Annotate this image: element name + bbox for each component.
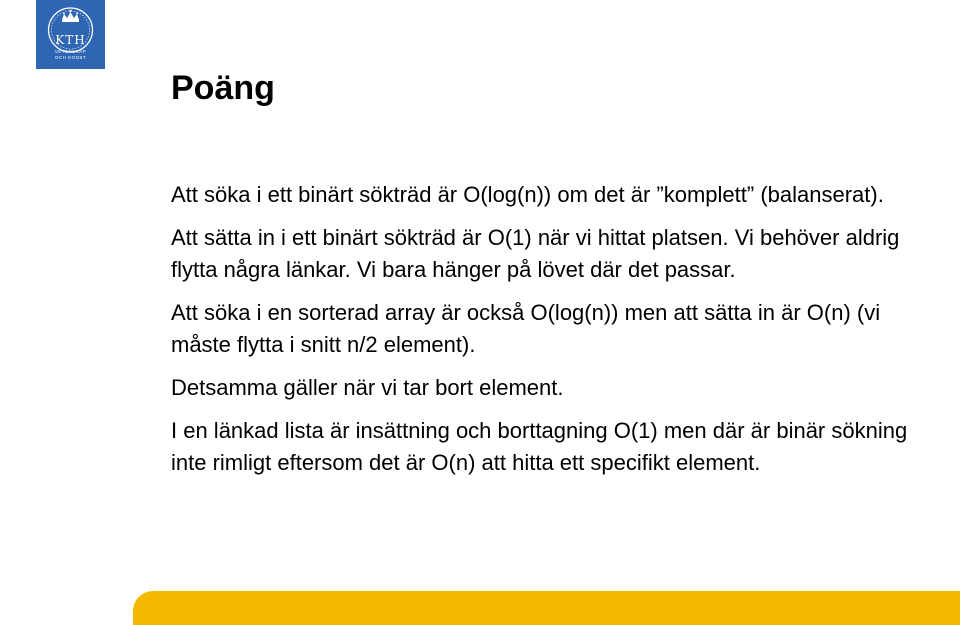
paragraph-1: Att söka i ett binärt sökträd är O(log(n)) om det är ”komplett” (balanserat). — [171, 182, 884, 207]
footer-bar — [133, 591, 960, 625]
slide-title: Poäng — [171, 69, 275, 107]
kth-logo — [36, 0, 105, 69]
paragraph-4: Detsamma gäller när vi tar bort element. — [171, 375, 564, 400]
paragraph-2: Att sätta in i ett binärt sökträd är O(1) när vi hittat platsen. Vi behöver aldrig flytta några länkar. Vi bara hänger på lövet där det passar. — [171, 225, 900, 282]
paragraph-3: Att söka i en sorterad array är också O(log(n)) men att sätta in är O(n) (vi måste flytta i snitt n/2 element). — [171, 300, 881, 357]
paragraph-5: I en länkad lista är insättning och borttagning O(1) men där är binär sökning inte rimligt eftersom det är O(n) att hitta ett specifikt element. — [171, 418, 908, 475]
logo-line-1: VETENSKAP — [54, 49, 87, 54]
logo-line-2: OCH KONST — [54, 55, 87, 60]
slide-body — [171, 179, 911, 479]
logo-name: KTH — [55, 33, 86, 47]
